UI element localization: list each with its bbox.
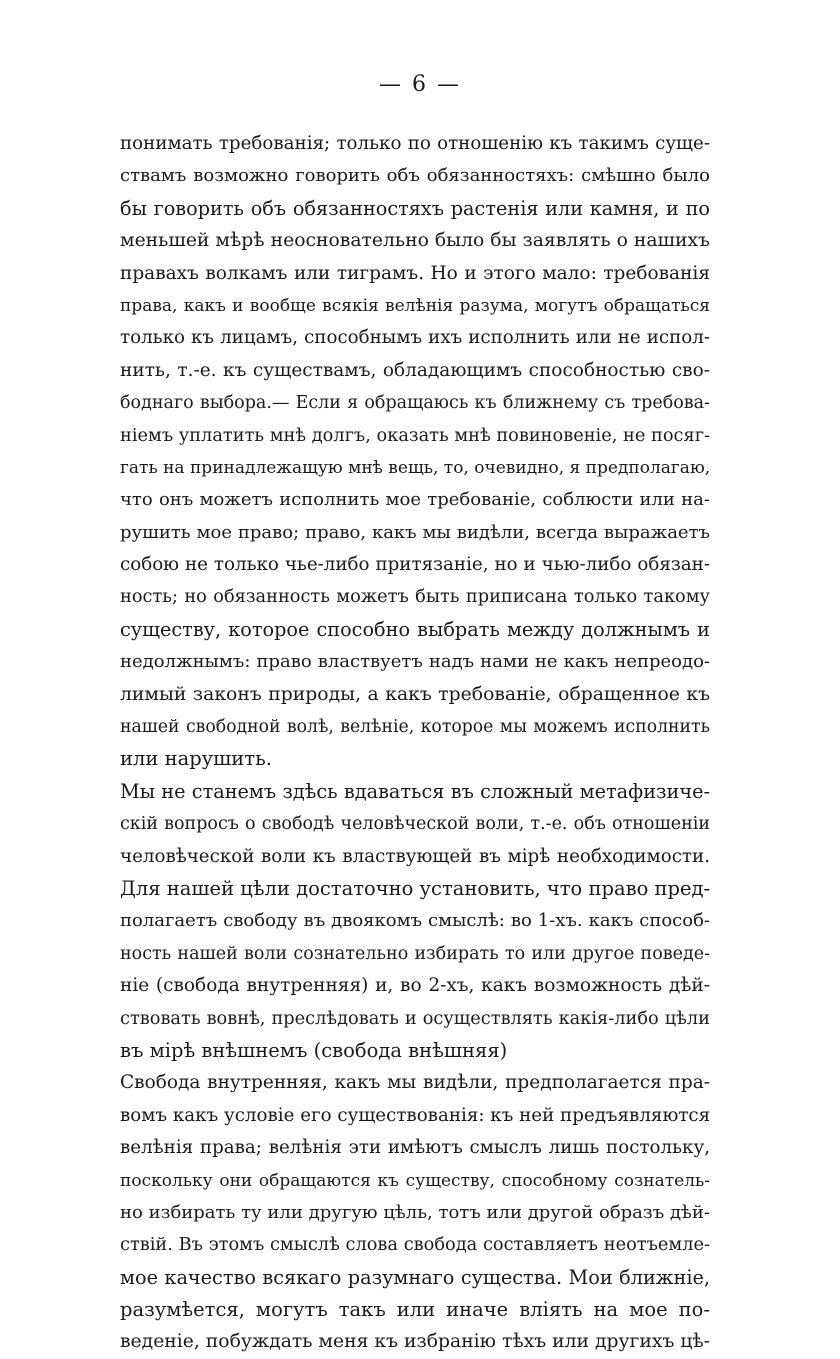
text-line: меньшей мѣрѣ неосновательно было бы заявлять о нашихъ — [120, 230, 710, 252]
text-line: вомъ какъ условіе его существованія: къ ней предъявляются — [120, 1104, 711, 1126]
text-line: существу, которое способно выбрать между должнымъ и — [120, 617, 710, 641]
text-line: рушить мое право; право, какъ мы видѣли, всегда выражаетъ — [120, 521, 710, 543]
text-line: правахъ волкамъ или тиграмъ. Но и этого мало: требованія — [120, 262, 710, 284]
page-number: — 6 — — [379, 72, 461, 97]
text-line: только къ лицамъ, способнымъ ихъ исполнить или не испол- — [120, 327, 710, 349]
text-line: ствій. Въ этомъ смыслѣ слова свобода составляетъ неотъемле- — [120, 1235, 710, 1256]
text-line: но избирать ту или другую цѣль, тотъ или другой образъ дѣй- — [120, 1201, 710, 1223]
paragraph-3 — [120, 1067, 710, 1359]
text-line: боднаго выбора.— Если я обращаюсь къ ближнему съ требова- — [120, 393, 710, 414]
text-line: ность нашей воли сознательно избирать то или другое поведе- — [120, 943, 710, 964]
text-line: Свобода внутренняя, какъ мы видѣли, предполагается пра- — [120, 1072, 710, 1094]
text-line: поскольку они обращаются къ существу, способному сознатель- — [120, 1170, 710, 1191]
text-line: ніемъ уплатить мнѣ долгъ, оказать мнѣ повиновеніе, не посяг- — [120, 425, 710, 446]
text-line: ность; но обязанность можетъ быть приписана только такому — [120, 587, 710, 608]
text-line: лимый законъ природы, а какъ требованіе, обращенное къ — [120, 683, 710, 705]
text-line: собою не только чье-либо притязаніе, но и чью-либо обязан- — [120, 554, 710, 576]
text-line: Для нашей цѣли достаточно установить, что право пред- — [120, 876, 711, 900]
text-line: гать на принадлежащую мнѣ вещь, то, очевидно, я предполагаю, — [120, 457, 711, 478]
text-line: веденіе, побуждать меня къ избранію тѣхъ или другихъ цѣ- — [120, 1331, 711, 1353]
text-line: велѣнія права; велѣнія эти имѣютъ смыслъ лишь постольку, — [120, 1137, 710, 1159]
text-line: что онъ можетъ исполнить мое требованіе, соблюсти или на- — [120, 489, 710, 511]
paragraph-1 — [120, 128, 710, 776]
text-line: нашей свободной волѣ, велѣніе, которое мы можемъ исполнить — [120, 717, 710, 738]
text-line: понимать требованія; только по отношенію къ такимъ суще- — [120, 133, 710, 154]
text-line: мое качество всякаго разумнаго существа. Мои ближніе, — [120, 1265, 710, 1289]
text-line: въ мірѣ внѣшнемъ (свобода внѣшняя) — [120, 1038, 508, 1062]
text-line: нить, т.-е. къ существамъ, обладающимъ способностью сво- — [120, 359, 710, 381]
text-line: человѣческой воли къ властвующей въ мірѣ необходимости. — [120, 845, 710, 867]
text-line: полагаетъ свободу въ двоякомъ смыслѣ: во 1-хъ. какъ способ- — [120, 910, 710, 932]
paragraph-2 — [120, 776, 710, 1068]
text-line: скій вопросъ о свободѣ человѣческой воли, т.-е. объ отношеніи — [120, 814, 710, 835]
text-line: права, какъ и вообще всякія велѣнія разума, могутъ обращаться — [120, 295, 710, 316]
text-line: ствамъ возможно говорить объ обязанностяхъ: смѣшно было — [120, 165, 710, 187]
text-line: ствовать вовнѣ, преслѣдовать и осуществлять какія-либо цѣли — [120, 1008, 710, 1029]
text-line: недолжнымъ: право властвуетъ надъ нами не какъ непреодо- — [120, 651, 710, 673]
text-line: ніе (свобода внутренняя) и, во 2-хъ, какъ возможность дѣй- — [120, 975, 710, 997]
body-text — [120, 128, 710, 1359]
text-line: Мы не станемъ здѣсь вдаваться въ сложный метафизиче- — [120, 779, 710, 803]
text-line: или нарушить. — [120, 747, 272, 771]
text-line: разумѣется, могутъ такъ или иначе вліять на мое по- — [120, 1298, 710, 1322]
text-line: бы говорить объ обязанностяхъ растенія или камня, и по — [120, 196, 710, 220]
